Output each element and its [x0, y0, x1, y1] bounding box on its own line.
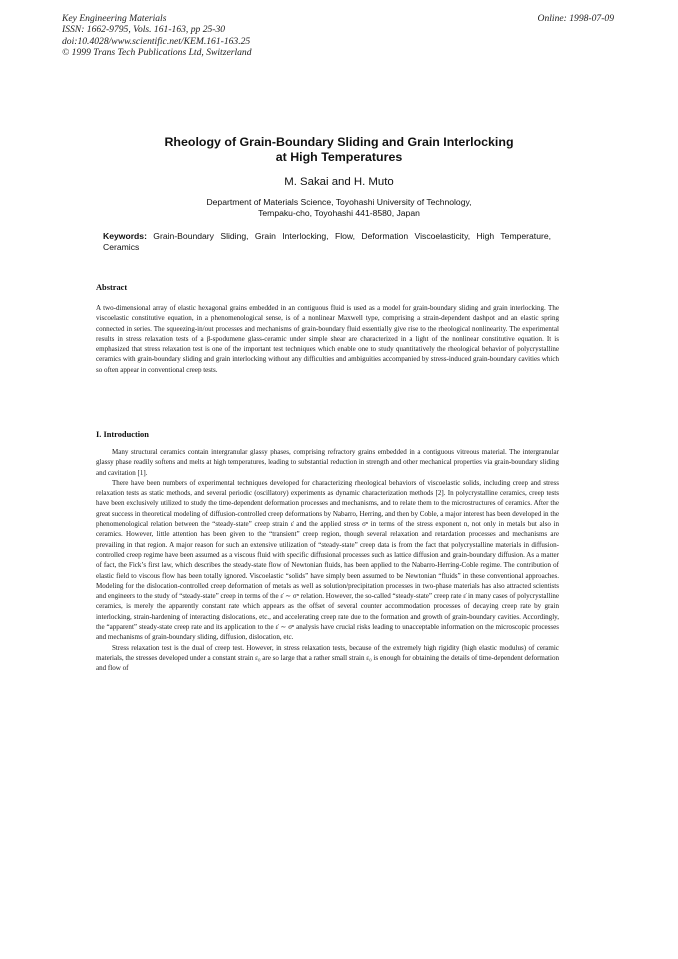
- authors: M. Sakai and H. Muto: [284, 176, 394, 188]
- affiliation-line-1: Department of Materials Science, Toyohashi University of Technology,: [206, 197, 472, 207]
- introduction-heading: I. Introduction: [96, 430, 149, 439]
- journal-name: Key Engineering Materials: [62, 13, 167, 24]
- intro-paragraph-2: There have been numbers of experimental techniques developed for characterizing rheological behaviors of viscoelastic solids, including creep and stress relaxation tests as static methods, and several periodic (oscillatory) experiments as dynamic characterization methods [2]. In polycrystalline ceramics, creep tests have been exclusively utilized to study the time-dependent deformation processes and mechanisms, and to relate them to the microstructures of ceramics. After the great success in theoretical modeling of diffusion-controlled creep deformations by Nabarro, Herring, and then by Coble, a major interest has been developed in the phenomenological relation between the “steady-state” creep strain ε̇ and the applied stress σⁿ in terms of the stress exponent n, not only in metals but also in ceramics. However, little attention has been given to the “transient” creep region, though several relaxation and retardation processes and mechanisms are prevailing in that region. A major reason for such an extensive utilization of “steady-state” creep data is from the fact that polycrystalline materials in diffusion-controlled creep regime have been assumed as a viscous fluid with specific diffusional processes such as lattice diffusion and grain-boundary diffusion. As a matter of fact, the Fick’s first law, which describes the steady-state flow of Newtonian fluids, has been applied to the Nabarro-Herring-Coble regime. The contribution of elastic field to viscous flow has been totally ignored. Viscoelastic “solids” have simply been assumed to be Newtonian “fluids” in these conventional approaches. Modeling for the dislocation-controlled creep deformation of metals as well as solution/precipitation processes in two-phase materials has also attracted scientists and engineers to the study of “steady-state” creep in terms of the ε̇ ∼ σⁿ relation. However, the so-called “steady-state” creep rate ε̇ in many cases of polycrystalline ceramics, is merely the apparently constant rate which appears as the offset of several counter accommodation processes of decaying creep rate by grain interlocking, strain-hardening of interacting dislocations, etc., and accelerating creep rate due to the formation and growth of grain-boundary cavities. Accordingly, the “apparent” steady-state creep rate and its application to the ε̇ ∼ σⁿ analysis have crucial risks leading to unacceptable information on the microscopic processes and mechanisms of grain-boundary sliding, diffusion, dislocation, etc.: [96, 478, 559, 642]
- affiliation-line-2: Tempaku-cho, Toyohashi 441-8580, Japan: [258, 208, 420, 218]
- abstract-heading: Abstract: [96, 283, 128, 292]
- affiliation: [0, 197, 678, 219]
- copyright-line: © 1999 Trans Tech Publications Ltd, Switzerland: [62, 47, 252, 59]
- title-line-2: at High Temperatures: [275, 150, 403, 164]
- title-line-1: Rheology of Grain-Boundary Sliding and Grain Interlocking: [164, 135, 514, 149]
- abstract-text: A two-dimensional array of elastic hexagonal grains embedded in an contiguous fluid is used as a model for grain-boundary sliding and grain interlocking. The viscoelastic constitutive equation, in a phenomenological sense, is of a nonlinear Maxwell type, comprising a strain-dependent dashpot and an elastic spring connected in series. The squeezing-in/out processes and mechanisms of grain-boundary fluid essentially give rise to the rheological nonlinearity. The experimental results in stress relaxation tests of a β-spodumene glass-ceramic under simple shear are characterized in a light of the nonlinear constitutive equation. It is emphasized that stress relaxation test is one of the important test techniques which enable one to study quantitatively the rheological behavior of polycrystalline ceramics with grain-boundary sliding and grain interlocking without any difficulties and ambiguities accompanied by stress-induced grain-boundary cavities which so often appear in conventional creep tests.: [96, 304, 559, 374]
- intro-paragraph-1: Many structural ceramics contain intergranular glassy phases, comprising refractory grains embedded in a contiguous vitreous material. The intergranular glassy phase readily softens and melts at high temperatures, leading to substantial reduction in strength and other mechanical properties via grain-boundary sliding and cavitation [1].: [96, 448, 559, 477]
- intro-paragraph-3: Stress relaxation test is the dual of creep test. However, in stress relaxation tests, because of the extremely high rigidity (high elastic modulus) of ceramic materials, the stresses developed under a constant strain ε₀ are so large that a rather small strain ε₀ is enough for obtaining the details of time-dependent deformation and flow of: [96, 643, 559, 673]
- abstract-body: [96, 303, 559, 375]
- introduction-body: [96, 447, 559, 674]
- keywords-label: Keywords:: [103, 231, 147, 241]
- keywords: [103, 231, 551, 254]
- online-date: Online: 1998-07-09: [537, 13, 614, 24]
- keywords-text: Grain-Boundary Sliding, Grain Interlocking, Flow, Deformation Viscoelasticity, High Temperature, Ceramics: [103, 231, 551, 253]
- issn-line: ISSN: 1662-9795, Vols. 161-163, pp 25-30: [62, 24, 226, 36]
- paper-title: [0, 135, 678, 165]
- doi-line: doi:10.4028/www.scientific.net/KEM.161-163.25: [62, 35, 251, 47]
- journal-header: [62, 13, 252, 59]
